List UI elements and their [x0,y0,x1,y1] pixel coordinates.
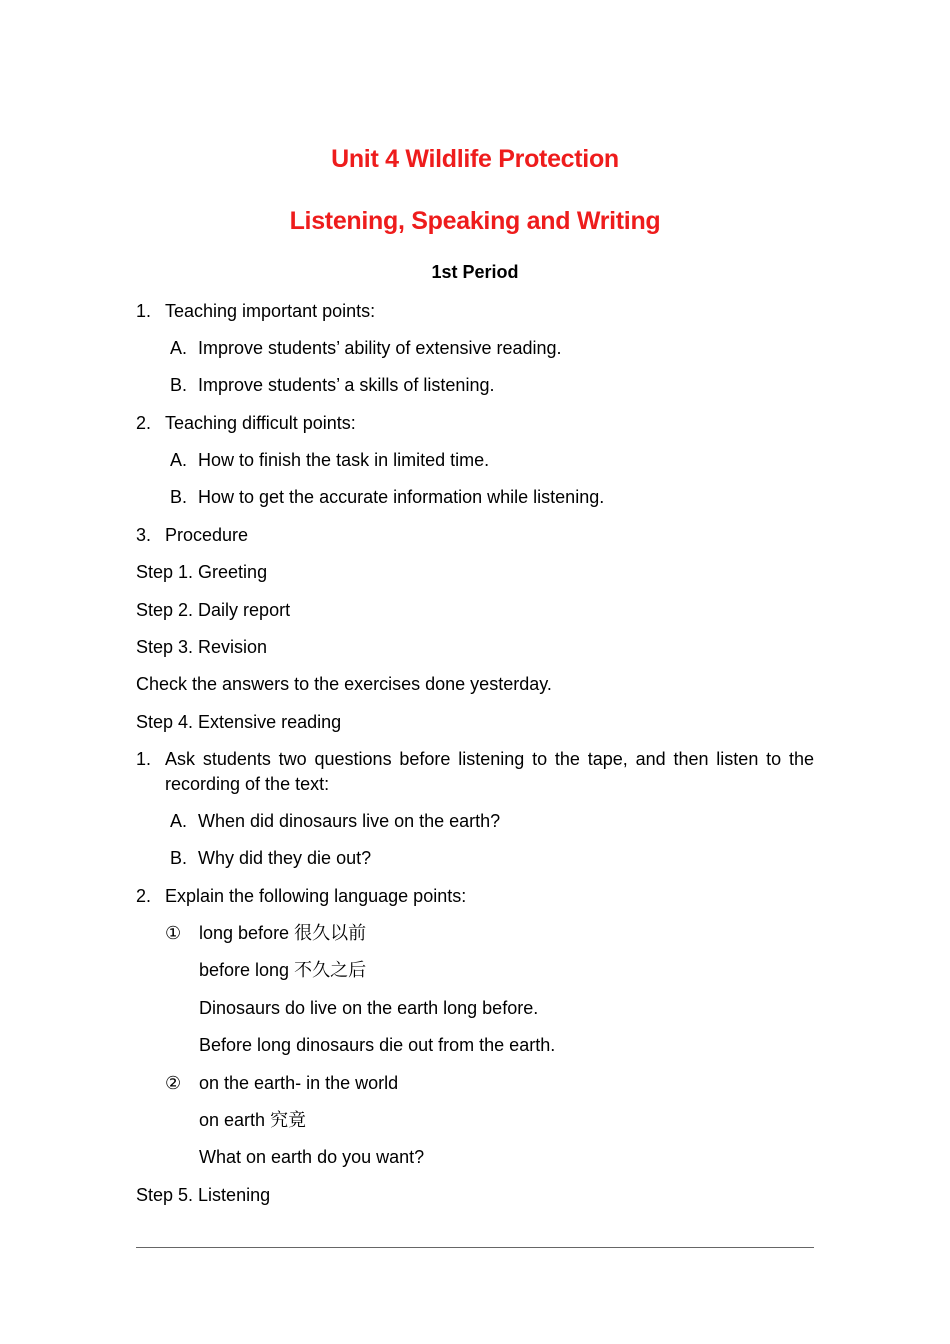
document-subtitle: Listening, Speaking and Writing [289,207,661,235]
example-sentence: What on earth do you want? [199,1147,425,1167]
sub-item: When did dinosaurs live on the earth? [198,811,501,831]
language-point [199,958,366,983]
sub-item-label: A. [170,338,188,358]
language-point [199,1108,306,1133]
circled-number: ② [165,1073,182,1093]
english-phrase: before long [199,960,295,980]
step-heading: Step 5. Listening [136,1185,271,1205]
language-point: on the earth- in the world [199,1073,399,1093]
english-phrase: on earth [199,1110,271,1130]
list-item: Teaching important points: [165,301,376,321]
sub-item: How to get the accurate information while listening. [198,487,605,507]
language-point [199,921,366,946]
sub-item-label: B. [170,848,188,868]
step-heading: Step 3. Revision [136,637,268,657]
sub-item-label: A. [170,811,188,831]
list-item: Ask students two questions before listening to the tape, and then listen to the recording of the text: [165,749,814,794]
english-phrase: long before [199,923,295,943]
chinese-gloss: 究竟 [270,1110,307,1131]
list-item: Teaching difficult points: [165,413,356,433]
step-heading: Step 1. Greeting [136,562,268,582]
sub-item-label: B. [170,375,188,395]
document-title: Unit 4 Wildlife Protection [331,145,619,173]
circled-number: ① [165,923,182,943]
period-heading: 1st Period [431,262,519,282]
sub-item-label: B. [170,487,188,507]
step-heading: Step 2. Daily report [136,600,291,620]
paragraph: Check the answers to the exercises done yesterday. [136,674,552,694]
list-item: Procedure [165,525,249,545]
chinese-gloss: 不久之后 [294,960,367,981]
example-sentence: Dinosaurs do live on the earth long before. [199,998,539,1018]
list-number: 2. [136,886,152,906]
sub-item: Improve students’ ability of extensive reading. [198,338,562,358]
chinese-gloss: 很久以前 [294,923,367,944]
list-item: Explain the following language points: [165,886,467,906]
list-number: 2. [136,413,152,433]
list-number: 3. [136,525,152,545]
step-heading: Step 4. Extensive reading [136,712,342,732]
footer-rule [136,1247,814,1248]
sub-item-label: A. [170,450,188,470]
list-number: 1. [136,749,152,769]
sub-item: How to finish the task in limited time. [198,450,490,470]
sub-item: Improve students’ a skills of listening. [198,375,495,395]
sub-item: Why did they die out? [198,848,372,868]
example-sentence: Before long dinosaurs die out from the earth. [199,1035,556,1055]
list-number: 1. [136,301,152,321]
